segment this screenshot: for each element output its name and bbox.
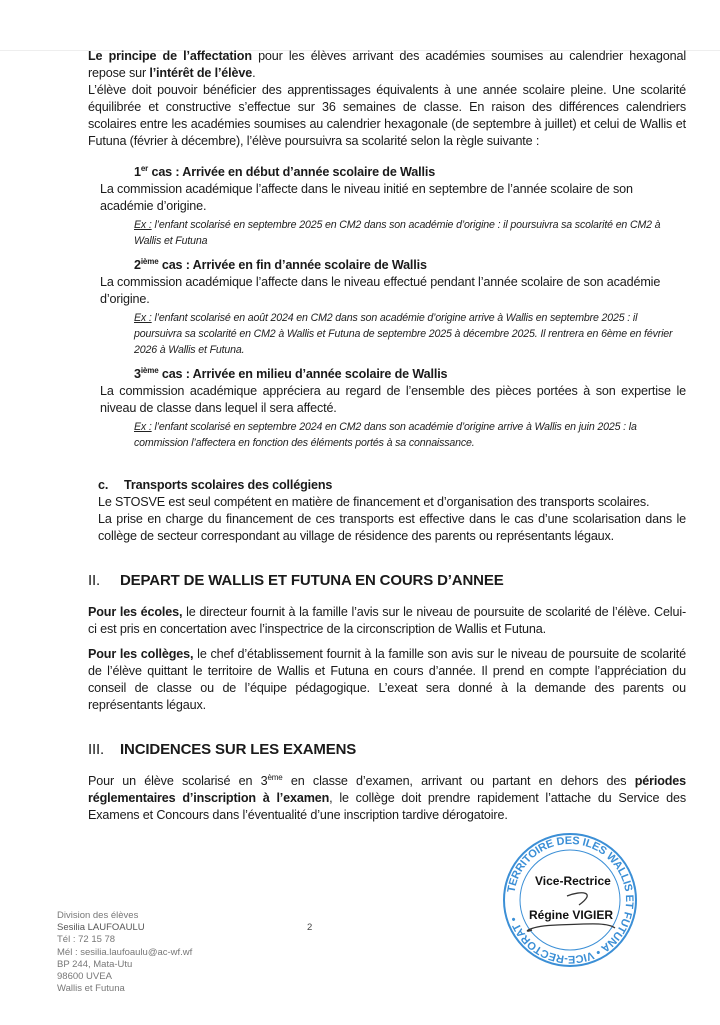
case-1-body: La commission académique l’affecte dans le niveau initié en septembre de l’année scolaire de son académie d’origine.	[100, 182, 633, 213]
transports-heading: c. Transports scolaires des collégiens	[98, 478, 333, 492]
signatory-name: Régine VIGIER	[529, 908, 614, 922]
case-3-example: Ex : l’enfant scolarisé en septembre 2024 en CM2 dans son académie d’origine arrive à Wallis en juin 2025 : la commission l’affectera en fonction des éléments portés à sa connaissance.	[134, 421, 637, 449]
case-1-example: Ex : l’enfant scolarisé en septembre 2025 en CM2 dans son académie d’origine : il poursuivra sa scolarité en CM2 à Wallis et Futuna	[134, 219, 661, 247]
signatory-role: Vice-Rectrice	[535, 874, 611, 888]
section-2-schools: Pour les écoles, le directeur fournit à la famille l’avis sur le niveau de poursuite de scolarité de l’élève. Celui-ci est pris en concertation avec l’inspectrice de la circonscription de Wallis et Futuna.	[88, 605, 687, 636]
transports-text: Le STOSVE est seul compétent en matière de financement et d’organisation des transports scolaires. La prise en charge du financement de ces transports est effective dans le cas d’une scolarisation dans le collège de secteur correspondant au village de résidence des parents ou représentants légaux.	[98, 495, 686, 543]
case-3-body: La commission académique appréciera au regard de l’ensemble des pièces portées à son expertise le niveau de classe dans lequel il sera affecté.	[100, 384, 686, 415]
intro-rule-text: L’élève doit pouvoir bénéficier des apprentissages équivalents à une année scolaire pleine. Une scolarité équilibrée et constructive s’effectue sur 36 semaines de classe. En raison des différences calendriers scolaires entre les académies soumises au calendrier hexagonale (de septembre à juillet) et celui de Wallis et Futuna (février à décembre), l’élève poursuivra sa scolarité selon la règle suivante :	[88, 83, 686, 148]
section-2-colleges: Pour les collèges, le chef d’établissement fournit à la famille son avis sur le niveau de poursuite de scolarité de l’élève quittant le territoire de Wallis et Futuna en cours d’année. Il prend en compte l’appréciation du conseil de classe ou de l’équipe pédagogique. L’exeat sera donné à la demande des parents ou représentants légaux.	[88, 647, 686, 712]
official-stamp-signature	[487, 830, 657, 970]
page-number: 2	[307, 922, 313, 933]
svg-text:TERRITOIRE DES ILES WALLIS ET: TERRITOIRE DES ILES WALLIS ET FUTUNA • VICE-RECTORAT •	[505, 834, 636, 966]
section-3-text: Pour un élève scolarisé en 3ème en classe d’examen, arrivant ou partant en dehors des périodes réglementaires d’inscription à l’examen, le collège doit prendre rapidement l’attache du Service des Examens et Concours dans l’éventualité d’une inscription tardive dérogatoire.	[88, 772, 686, 822]
footer-email: Mél : sesilia.laufoaulu@ac-wf.wf	[57, 946, 193, 958]
page-bottom	[57, 830, 686, 995]
stamp-seal-icon	[487, 830, 657, 970]
case-2-body: La commission académique l’affecte dans le niveau effectué pendant l’année scolaire de son académie d’origine.	[100, 275, 661, 306]
section-3-heading: III. INCIDENCES SUR LES EXAMENS	[88, 741, 357, 758]
case-1-heading: 1er cas : Arrivée en début d’année scolaire de Wallis	[134, 163, 436, 179]
section-2-heading: II. DEPART DE WALLIS ET FUTUNA EN COURS D’ANNEE	[88, 572, 504, 589]
case-2-heading: 2ième cas : Arrivée en fin d’année scolaire de Wallis	[134, 256, 427, 272]
footer-contact: Division des élèves Sesilia LAUFOAULU Tél : 72 15 78 Mél : sesilia.laufoaulu@ac-wf.wf BP 244, Mata-Utu 98600 UVEA Wallis et Futuna	[57, 910, 307, 995]
intro-paragraph: Le principe de l’affectation pour les élèves arrivant des académies soumises au calendrier hexagonal repose sur l’intérêt de l’élève. L’élève doit pouvoir bénéficier des apprentissages équivalents à une année scolaire pleine. Une scolarité équilibrée et constructive s’effectue sur 36 semaines de classe. En raison des différences calendriers scolaires entre les académies soumises au calendrier hexagonale (de septembre à juillet) et celui de Wallis et Futuna (février à décembre), l’élève poursuivra sa scolarité selon la règle suivante :	[88, 49, 686, 148]
case-2-example: Ex : l’enfant scolarisé en août 2024 en CM2 dans son académie d’origine arrive à Wallis en septembre 2025 : il poursuivra sa scolarité en CM2 à Wallis et Futuna de septembre 2025 à décembre 2025. Il rentrera en 6ème en février 2026 à Wallis et Futuna.	[134, 312, 673, 356]
case-3-heading: 3ième cas : Arrivée en milieu d’année scolaire de Wallis	[134, 365, 448, 381]
